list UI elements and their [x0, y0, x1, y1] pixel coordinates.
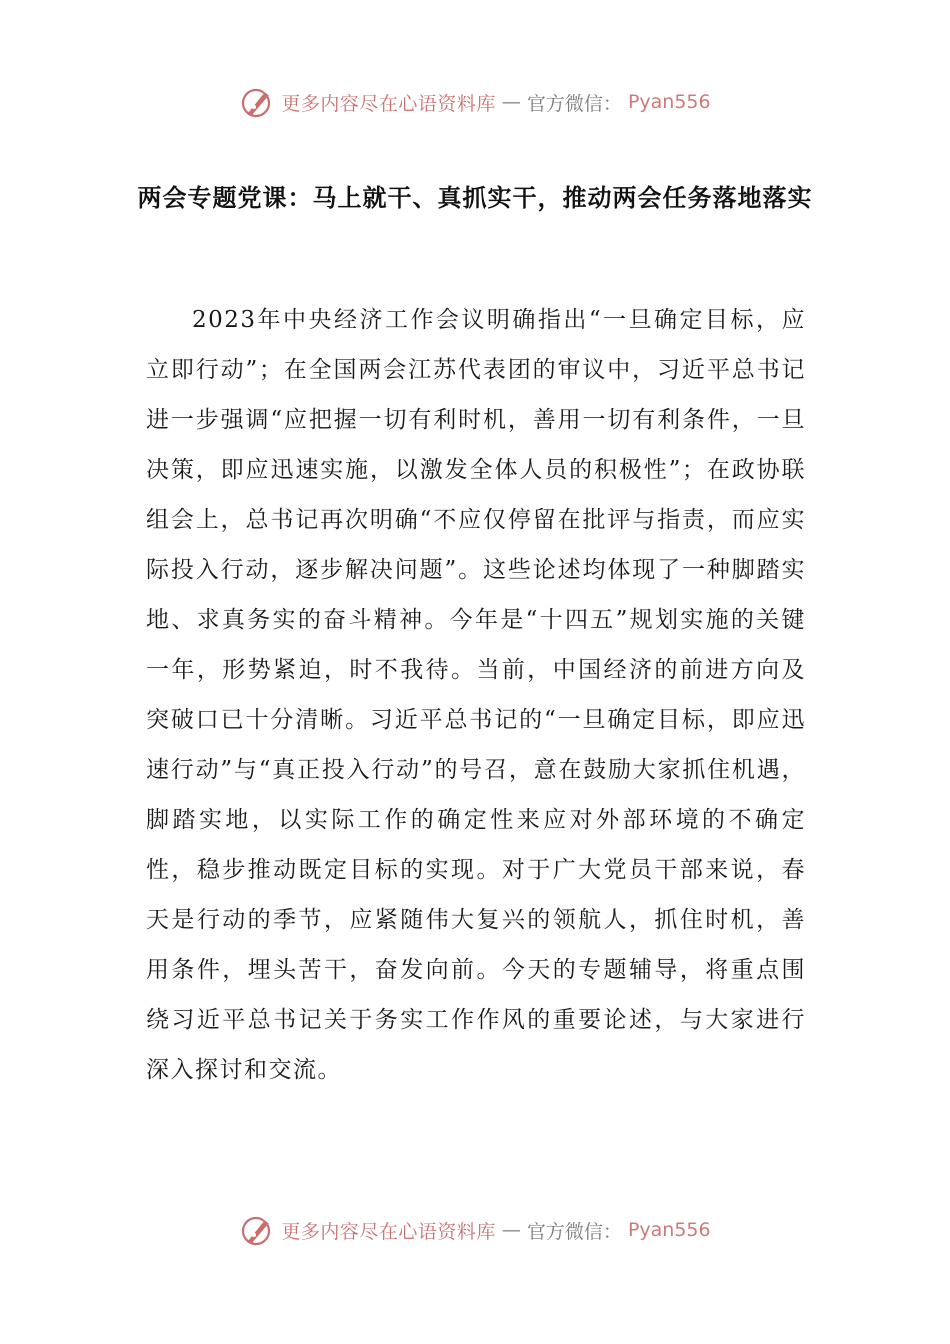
footer-wechat-id: Pyan556 — [627, 1219, 711, 1241]
footer-site-text: 更多内容尽在心语资料库 — [281, 1220, 496, 1243]
banner-official-label: 官方微信： — [526, 92, 622, 115]
document-title: 两会专题党课：马上就干、真抓实干，推动两会任务落地落实 — [137, 184, 813, 212]
banner-site-text: 更多内容尽在心语资料库 — [281, 92, 496, 115]
footer-official-label: 官方微信： — [526, 1220, 622, 1243]
footer-separator: — — [501, 1219, 521, 1241]
pen-nib-logo-icon — [239, 1212, 275, 1248]
banner-separator: — — [501, 91, 521, 113]
header-banner — [0, 82, 950, 122]
body-paragraph: 2023年中央经济工作会议明确指出“一旦确定目标，应立即行动”；在全国两会江苏代表团的审议中，习近平总书记进一步强调“应把握一切有利时机，善用一切有利条件，一旦决策，即应迅速实施，以激发全体人员的积极性”；在政协联组会上，总书记再次明确“不应仅停留在批评与指责，而应实际投入行动，逐步解决问题”。这些论述均体现了一种脚踏实地、求真务实的奋斗精神。今年是“十四五”规划实施的关键一年，形势紧迫，时不我待。当前，中国经济的前进方向及突破口已十分清晰。习近平总书记的“一旦确定目标，即应迅速行动”与“真正投入行动”的号召，意在鼓励大家抓住机遇，脚踏实地，以实际工作的确定性来应对外部环境的不确定性，稳步推动既定目标的实现。对于广大党员干部来说，春天是行动的季节，应紧随伟大复兴的领航人，抓住时机，善用条件，埋头苦干，奋发向前。今天的专题辅导，将重点围绕习近平总书记关于务实工作作风的重要论述，与大家进行深入探讨和交流。 — [146, 307, 806, 1083]
banner-wechat-id: Pyan556 — [627, 91, 711, 113]
pen-nib-logo-icon — [239, 84, 275, 120]
footer-banner — [0, 1210, 950, 1250]
